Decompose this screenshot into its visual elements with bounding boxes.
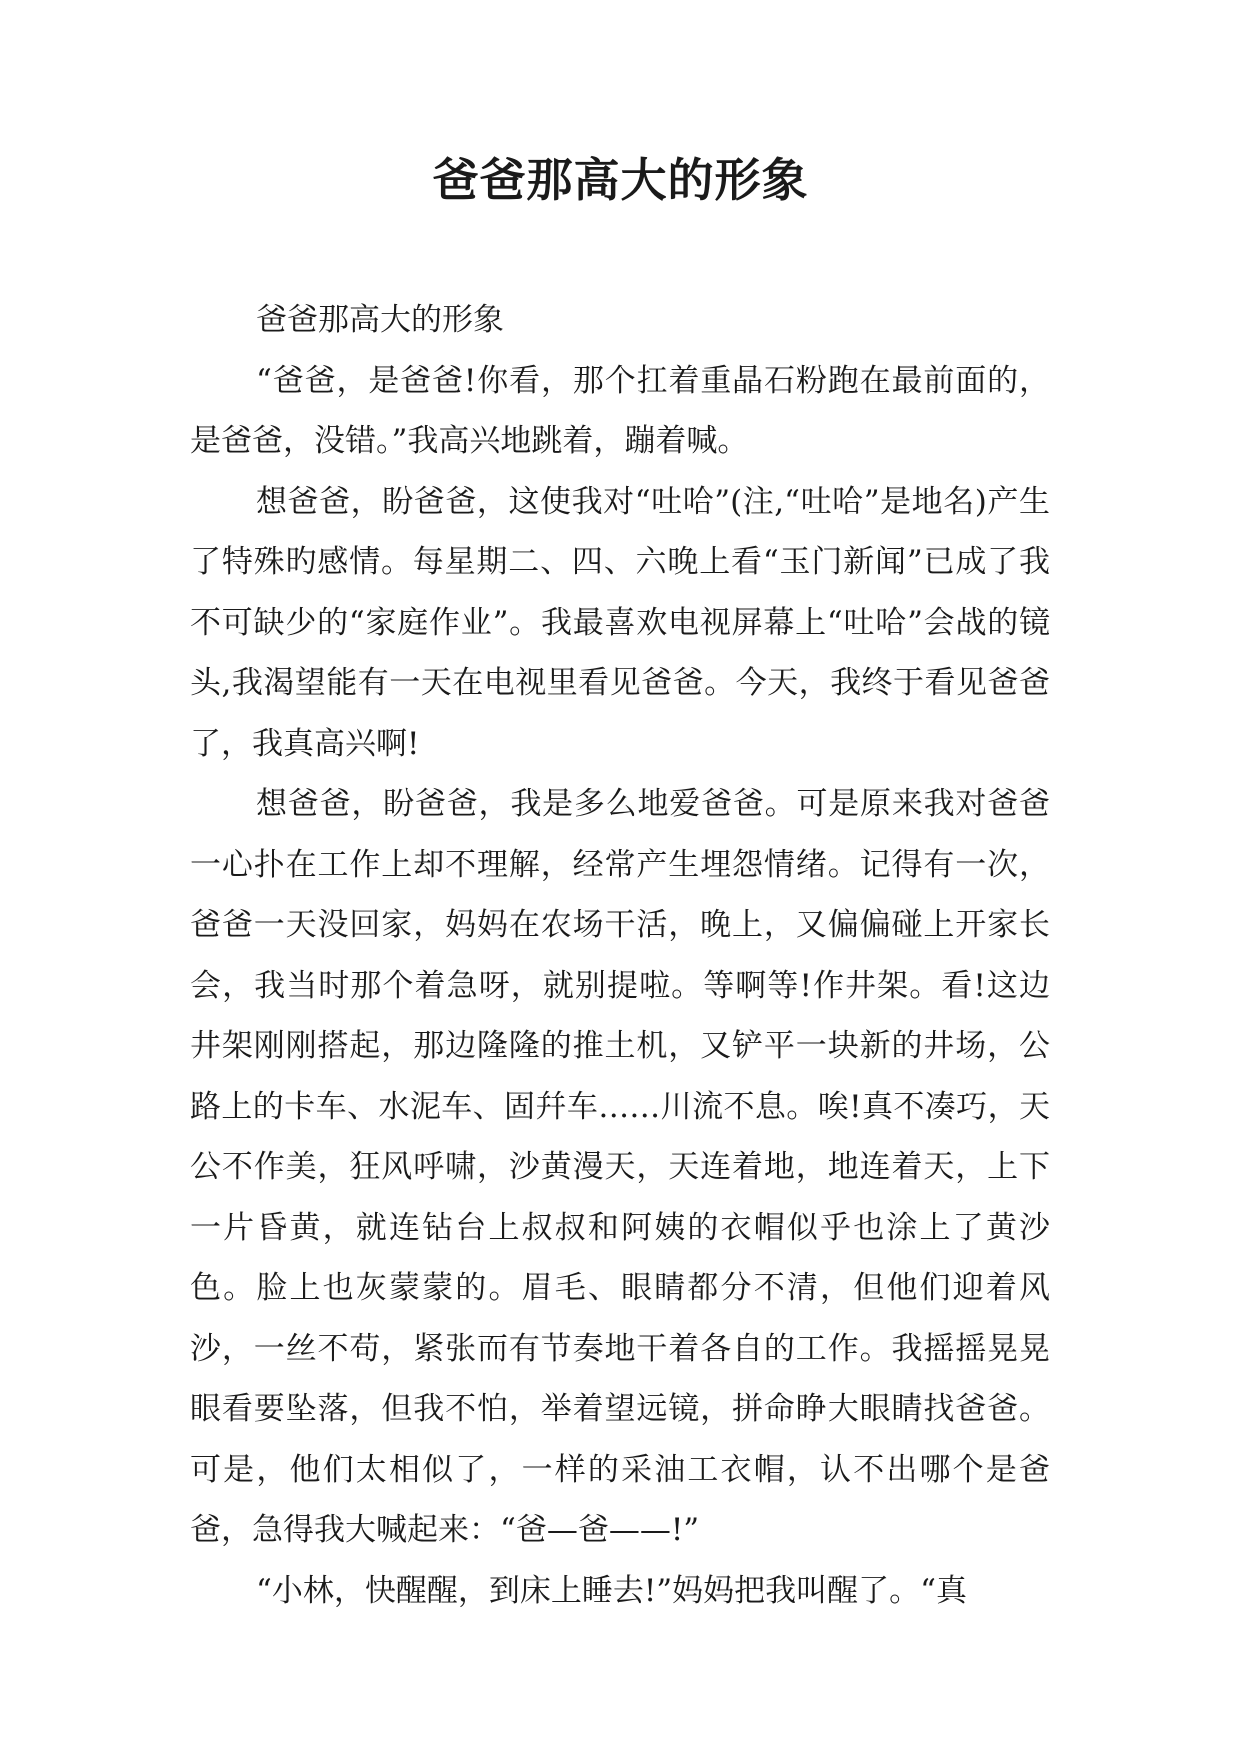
paragraph: 想爸爸，盼爸爸，我是多么地爱爸爸。可是原来我对爸爸一心扑在工作上却不理解，经常产生埋怨情绪。记得有一次，爸爸一天没回家，妈妈在农场干活，晚上，又偏偏碰上开家长会，我当时那个着急呀，就别提啦。等啊等!作井架。看!这边井架刚刚搭起，那边隆隆的推土机，又铲平一块新的井场，公路上的卡车、水泥车、固幷车……川流不息。唉!真不凑巧，天公不作美，狂风呼啸，沙黄漫天，天连着地，地连着天，上下一片昏黄，就连钻台上叔叔和阿姨的衣帽似乎也涂上了黄沙色。脸上也灰蒙蒙的。眉毛、眼睛都分不清，但他们迎着风沙，一丝不苟，紧张而有节奏地干着各自的工作。我摇摇晃晃眼看要坠落，但我不怕，举着望远镜，拼命睁大眼睛找爸爸。可是，他们太相似了，一样的采油工衣帽，认不出哪个是爸爸，急得我大喊起来：“爸—爸——!” xyxy=(190,786,1050,1548)
paragraph: 想爸爸，盼爸爸，这使我对“吐哈”(注,“吐哈”是地名)产生了特殊旳感情。每星期二、四、六晚上看“玉门新闻”已成了我不可缺少的“家庭作业”。我最喜欢电视屏幕上“吐哈”会战的镜头,我渴望能有一天在电视里看见爸爸。今天，我终于看见爸爸了，我真高兴啊! xyxy=(190,483,1050,762)
paragraph-heading: 爸爸那高大的形象 xyxy=(256,302,504,338)
paragraph: “小林，快醒醒，到床上睡去!”妈妈把我叫醒了。“真 xyxy=(256,1572,967,1609)
paragraph: “爸爸，是爸爸!你看，那个扛着重晶石粉跑在最前面的，是爸爸，没错。”我高兴地跳着，蹦着喊。 xyxy=(190,362,1050,459)
document-body xyxy=(190,290,1050,1621)
document-title: 爸爸那高大的形象 xyxy=(432,153,809,207)
